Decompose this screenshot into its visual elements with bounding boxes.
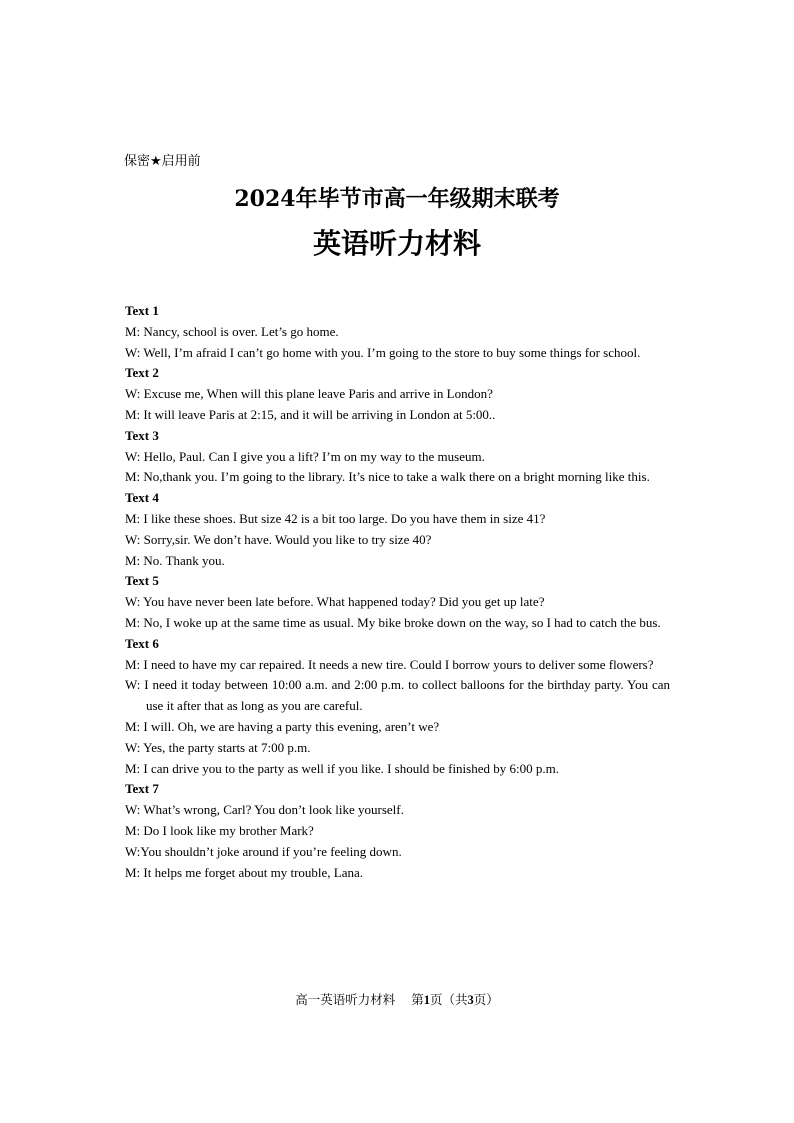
text-heading: Text 3 xyxy=(125,427,159,443)
dialogue-line: M: No, I woke up at the same time as usual. My bike broke down on the way, so I had to catch the bus. xyxy=(125,614,661,630)
dialogue-line: W: Excuse me, When will this plane leave Paris and arrive in London? xyxy=(125,386,493,402)
footer-total-pages: 3 xyxy=(467,993,474,1007)
dialogue-line: M: It will leave Paris at 2:15, and it will be arriving in London at 5:00.. xyxy=(125,406,496,422)
exam-title: 2024年毕节市高一年级期末联考 xyxy=(234,186,560,212)
text-heading: Text 6 xyxy=(125,635,159,651)
dialogue-line: W: Yes, the party starts at 7:00 p.m. xyxy=(125,739,311,755)
confidential-label: 保密★启用前 xyxy=(124,154,201,169)
footer-subject: 高一英语听力材料 xyxy=(295,992,396,1007)
dialogue-line: W: Well, I’m afraid I can’t go home with you. I’m going to the store to buy some things for school. xyxy=(125,344,641,360)
text-heading: Text 7 xyxy=(125,781,159,797)
page-footer xyxy=(0,990,794,1008)
dialogue-line: M: I like these shoes. But size 42 is a bit too large. Do you have them in size 41? xyxy=(125,510,546,526)
dialogue-line: M: Do I look like my brother Mark? xyxy=(125,822,314,838)
footer-page-suffix: 页） xyxy=(473,992,499,1007)
dialogue-line: W: Sorry,sir. We don’t have. Would you like to try size 40? xyxy=(125,531,432,547)
dialogue-line: M: I need to have my car repaired. It needs a new tire. Could I borrow yours to deliver some flowers? xyxy=(125,656,654,672)
dialogue-line: M: No,thank you. I’m going to the library. It’s nice to take a walk there on a bright morning like this. xyxy=(125,469,650,485)
footer-page-mid: 页（共 xyxy=(429,992,468,1007)
dialogue-line: M: No. Thank you. xyxy=(125,552,225,568)
text-heading: Text 2 xyxy=(125,365,159,381)
dialogue-line: W: You have never been late before. What happened today? Did you get up late? xyxy=(125,594,545,610)
dialogue-line: M: I will. Oh, we are having a party this evening, aren’t we? xyxy=(125,718,440,734)
dialogue-line: W: What’s wrong, Carl? You don’t look like yourself. xyxy=(125,802,404,818)
dialogue-line: M: It helps me forget about my trouble, Lana. xyxy=(125,864,364,880)
footer-page-prefix: 第 xyxy=(411,992,424,1007)
dialogue-line: W: Hello, Paul. Can I give you a lift? I’m on my way to the museum. xyxy=(125,448,485,464)
footer-page-number: 1 xyxy=(423,993,430,1007)
text-heading: Text 4 xyxy=(125,490,159,506)
dialogue-line: M: Nancy, school is over. Let’s go home. xyxy=(125,323,339,339)
dialogue-line: M: I can drive you to the party as well if you like. I should be finished by 6:00 p.m. xyxy=(125,760,559,776)
exam-subtitle: 英语听力材料 xyxy=(312,227,481,260)
transcript xyxy=(125,301,670,883)
dialogue-line: W:You shouldn’t joke around if you’re feeling down. xyxy=(125,843,402,859)
text-heading: Text 5 xyxy=(125,573,159,589)
text-heading: Text 1 xyxy=(125,303,159,318)
dialogue-line: W: I need it today between 10:00 a.m. and 2:00 p.m. to collect balloons for the birthday party. You can use it after that as long as you are careful. xyxy=(125,677,670,714)
